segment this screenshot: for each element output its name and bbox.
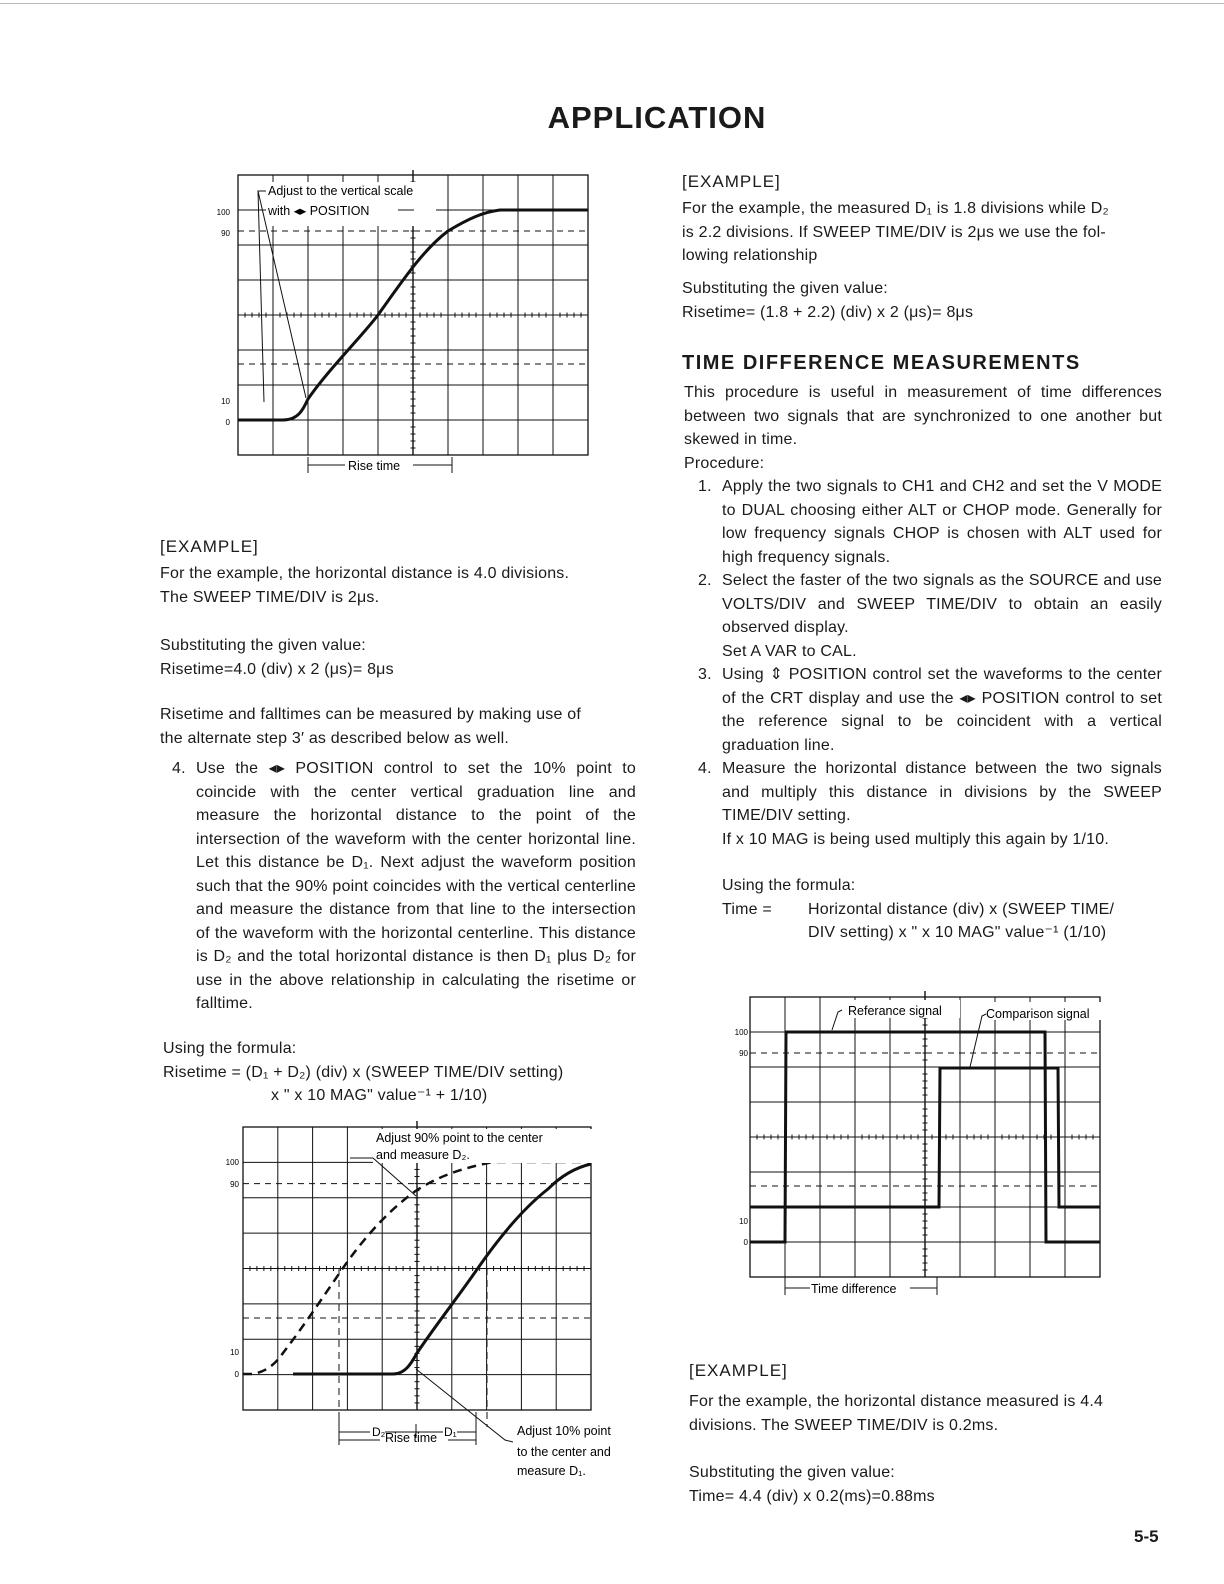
- example-heading: [EXAMPLE]: [682, 172, 781, 191]
- risetime-result: Risetime=4.0 (div) x 2 (μs)= 8μs: [160, 660, 394, 678]
- step-4: [160, 757, 636, 1016]
- comparison-signal-label: Comparison signal: [986, 1007, 1090, 1021]
- text-line: The SWEEP TIME/DIV is 2μs.: [160, 588, 380, 606]
- d2-label: D₂: [372, 1425, 386, 1439]
- annotation-measure-d1: measure D₁.: [517, 1464, 586, 1478]
- formula-block: [163, 1037, 643, 1108]
- page-title: APPLICATION: [547, 100, 767, 135]
- formula-line: Risetime = (D₁ + D₂) (div) x (SWEEP TIME/DIV setting): [163, 1063, 564, 1081]
- text-line: the alternate step 3′ as described below as well.: [160, 729, 509, 747]
- text-line: For the example, the measured D₁ is 1.8 divisions while D₂: [682, 200, 1109, 217]
- label-0: 0: [743, 1238, 748, 1247]
- formula-line: Horizontal distance (div) x (SWEEP TIME/: [808, 900, 1115, 918]
- annotation-measure-d2: and measure D₂.: [376, 1148, 470, 1162]
- substitution: [682, 277, 1162, 324]
- procedure-steps: [686, 475, 1162, 851]
- substitution: [160, 634, 640, 681]
- formula-block: [722, 874, 1162, 945]
- risetime-result: Risetime= (1.8 + 2.2) (div) x 2 (μs)= 8μs: [682, 303, 974, 321]
- annotation-adjust-90: Adjust 90% point to the center: [376, 1131, 543, 1145]
- risetime-note: [160, 703, 640, 750]
- rise-time-label: Rise time: [385, 1431, 438, 1445]
- rise-time-label: Rise time: [348, 459, 401, 473]
- label-100: 100: [734, 1028, 748, 1037]
- text-line: is 2.2 divisions. If SWEEP TIME/DIV is 2μs we use the fol-: [682, 223, 1106, 241]
- step-text: Use the ◂▸ POSITION control to set the 10% point to coincide with the center vertical graduation line and measure the horizontal distance to the point of the intersection of the waveform with the center horizontal line. Let this distance be D₁. Next adjust the waveform position such that the 90% point coincides with the vertical centerline and measure the distance from that line to the intersection of the waveform with the horizontal centerline. This distance is D₂ and the total horizontal distance is then D₁ plus D₂ for use in the above relationship in calculating the risetime or falltime.: [196, 760, 636, 1012]
- step-1: 1. Apply the two signals to CH1 and CH2 and set the V MODE to DUAL choosing either ALT or CHOP mode. Generally for low frequency signals CHOP is chosen with ALT used for high frequency signals.: [698, 478, 1162, 566]
- annotation-adjust-10: Adjust 10% point: [517, 1424, 611, 1438]
- graticule: [243, 1121, 591, 1427]
- annotation-center: to the center and: [517, 1445, 611, 1459]
- label-90: 90: [221, 229, 230, 238]
- step-2: 2. Select the faster of the two signals as the SOURCE and use VOLTS/DIV and SWEEP TIME/DIV to obtain an easily observed display. Set A VAR to CAL.: [698, 572, 1162, 660]
- label-10: 10: [221, 397, 230, 406]
- label-100: 100: [225, 1158, 239, 1167]
- label-10: 10: [230, 1348, 239, 1357]
- step-number: 4.: [172, 760, 186, 777]
- formula-line: x " x 10 MAG" value⁻¹ + 1/10): [271, 1087, 488, 1104]
- example-heading: [EXAMPLE]: [160, 537, 259, 556]
- procedure-label: Procedure:: [684, 455, 765, 472]
- time-result: Time= 4.4 (div) x 0.2(ms)=0.88ms: [689, 1487, 935, 1505]
- annotation-adjust-scale: Adjust to the vertical scale: [268, 184, 414, 198]
- text-line: Using the formula:: [163, 1040, 297, 1057]
- text-line: Substituting the given value:: [160, 637, 366, 654]
- reference-signal-label: Referance signal: [848, 1004, 942, 1018]
- label-90: 90: [739, 1049, 748, 1058]
- time-difference-label: Time difference: [811, 1282, 897, 1296]
- time-difference-figure: [720, 990, 1120, 1305]
- graticule: [750, 991, 1100, 1277]
- section-heading: TIME DIFFERENCE MEASUREMENTS: [682, 352, 1081, 374]
- intro-paragraph: This procedure is useful in measurement of time differences between two signals that are synchronized to one another but skewed in time.: [684, 384, 1162, 448]
- text-line: For the example, the horizontal distance measured is 4.4: [689, 1393, 1104, 1410]
- label-10: 10: [739, 1217, 748, 1226]
- step-4: 4. Measure the horizontal distance between the two signals and multiply this distance in divisions by the SWEEP TIME/DIV setting. If x 10 MAG is being used multiply this again by 1/10.: [698, 760, 1162, 848]
- example-text: [689, 1390, 1169, 1437]
- scan-edge-line: [0, 3, 1224, 4]
- page-number: 5-5: [1134, 1527, 1159, 1546]
- formula-line: DIV setting) x " x 10 MAG" value⁻¹ (1/10): [808, 923, 1107, 941]
- text-line: Substituting the given value:: [689, 1464, 895, 1481]
- d1-d2-figure: [215, 1120, 635, 1485]
- d1-label: D₁: [444, 1425, 457, 1439]
- text-line: lowing relationship: [682, 247, 818, 264]
- step-3: 3. Using ⇕ POSITION control set the waveforms to the center of the CRT display and use the ◂▸ POSITION control to set the reference signal to be coincident with a vertical graduation line.: [698, 666, 1162, 754]
- text-line: Using the formula:: [722, 877, 856, 894]
- text-line: Risetime and falltimes can be measured by making use of: [160, 706, 581, 723]
- text-line: Substituting the given value:: [682, 280, 888, 297]
- formula-lhs: Time =: [722, 900, 772, 918]
- annotation-position: with ◂▸ POSITION: [268, 204, 370, 218]
- text-line: divisions. The SWEEP TIME/DIV is 0.2ms.: [689, 1416, 999, 1434]
- example-heading: [EXAMPLE]: [689, 1361, 788, 1380]
- substitution: [689, 1461, 1169, 1508]
- label-0: 0: [225, 418, 230, 427]
- label-90: 90: [230, 1180, 239, 1189]
- label-100: 100: [216, 208, 230, 217]
- example-text: [160, 562, 640, 609]
- label-0: 0: [234, 1370, 239, 1379]
- text-line: For the example, the horizontal distance is 4.0 divisions.: [160, 565, 570, 582]
- example-text: [682, 197, 1162, 268]
- rise-time-figure: [200, 170, 620, 480]
